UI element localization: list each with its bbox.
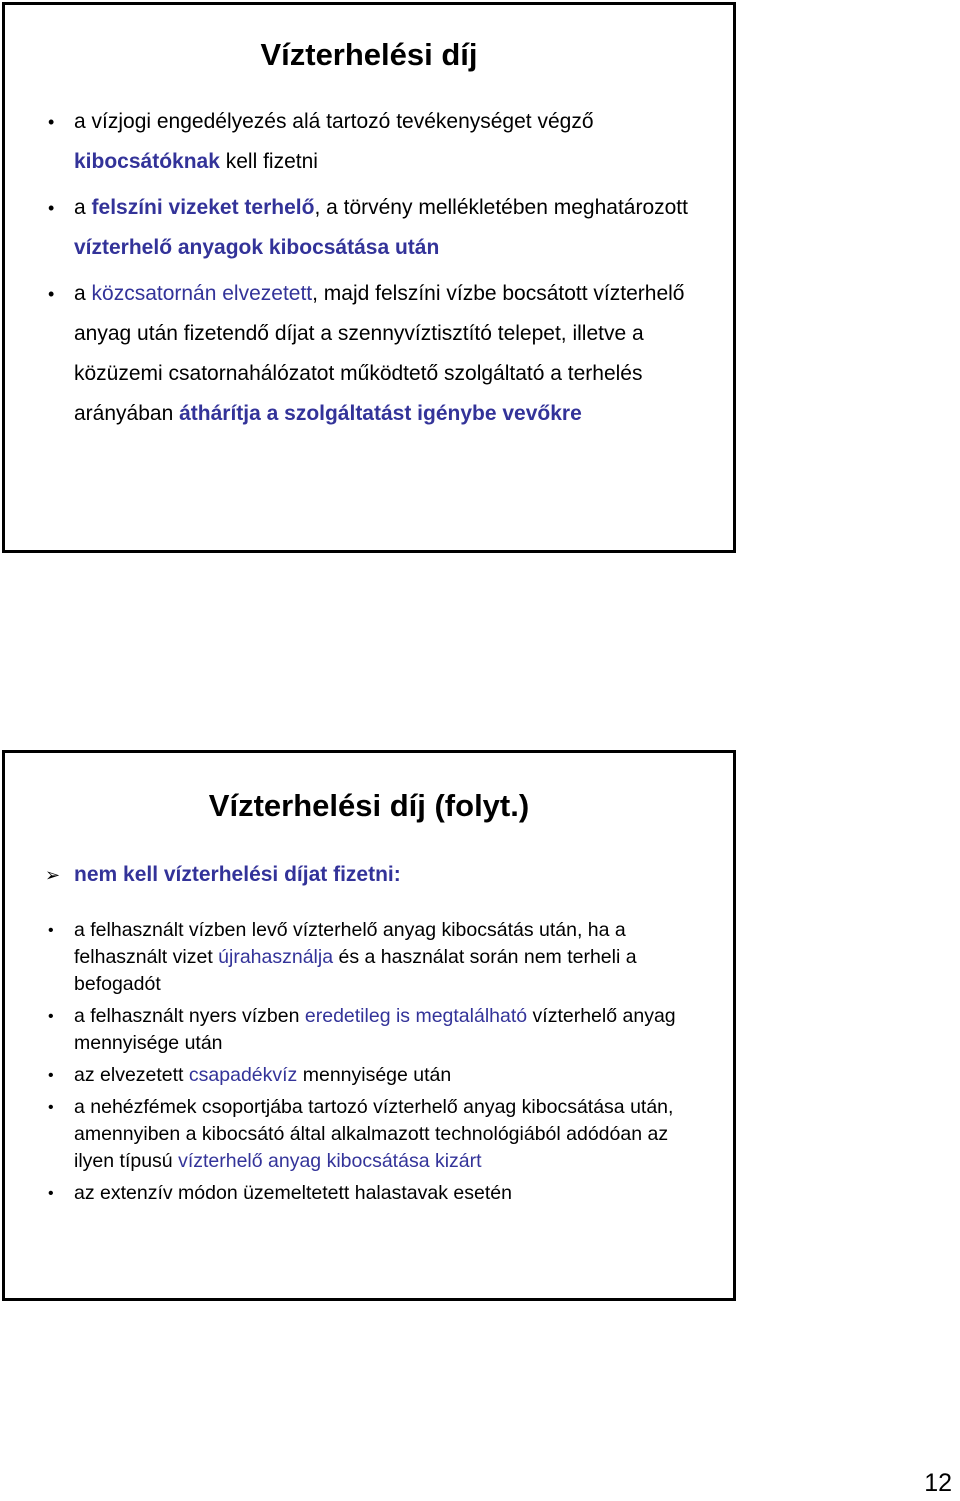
bullet-item [45,1062,705,1089]
highlighted-text: vízterhelő anyagok kibocsátása után [74,236,440,259]
highlighted-text: vízterhelő anyag kibocsátása kizárt [178,1150,482,1172]
bullet-dot-icon: • [48,1008,54,1025]
bullet-text: és a használat során nem terheli a befogadót [74,946,637,995]
bullet-text: a [74,196,92,219]
slide-1-bullet-list [45,102,705,440]
bullet-text: , majd felszíni vízbe bocsátott vízterhelő anyag után fizetendő díjat a szennyvíztisztító telepet, illetve a közüzemi csatornahálózatot működtető szolgáltató a terhelés arányában [74,282,685,425]
bullet-text: a nehézfémek csoportjába tartozó vízterhelő anyag kibocsátása után, amennyiben a kibocsátó által alkalmazott technológiából adódóan az ilyen típusú [74,1096,674,1172]
slide-2-lead-text: nem kell vízterhelési díjat fizetni: [74,863,401,886]
slide-2 [2,750,736,1301]
bullet-dot-icon: • [48,284,55,304]
slide-2-title: Vízterhelési díj (folyt.) [208,788,530,823]
slide-1 [2,2,736,553]
bullet-text: , a törvény mellékletében meghatározott [314,196,688,219]
slide-1-title: Vízterhelési díj [260,37,478,72]
highlighted-text: áthárítja a szolgáltatást igénybe vevőkre [179,402,582,425]
bullet-dot-icon: • [48,922,54,939]
slide-2-bullet-list [45,917,705,1212]
bullet-text: kell fizetni [219,150,318,173]
highlighted-text: kibocsátóknak [74,150,220,173]
bullet-text: a [74,282,92,305]
bullet-item [45,917,705,998]
highlighted-text: felszíni vizeket terhelő [91,196,315,219]
bullet-item [45,1003,705,1057]
bullet-dot-icon: • [48,1067,54,1084]
bullet-text: mennyisége után [297,1064,452,1086]
bullet-item [45,274,705,434]
bullet-text: a felhasznált nyers vízben [74,1005,305,1027]
bullet-dot-icon: • [48,112,55,132]
bullet-text: az elvezetett [74,1064,189,1086]
bullet-item [45,1094,705,1175]
bullet-text: az extenzív módon üzemeltetett halastavak esetén [74,1182,512,1204]
highlighted-text: eredetileg is megtalálható [304,1005,528,1027]
page-number: 12 [924,1469,952,1497]
highlighted-text: újrahasználja [218,946,334,968]
bullet-item [45,102,705,182]
arrow-right-icon: ➢ [45,865,61,885]
bullet-text: a vízjogi engedélyezés alá tartozó tevékenységet végző [74,110,594,133]
bullet-item [45,1180,705,1207]
bullet-dot-icon: • [48,1185,54,1202]
bullet-text: vízterhelő anyag mennyisége után [74,1005,676,1054]
bullet-item [45,188,705,268]
highlighted-text: közcsatornán elvezetett [91,282,313,305]
slide-2-lead-item [45,860,401,890]
bullet-text: a felhasznált vízben levő vízterhelő anyag kibocsátás után, ha a felhasznált vizet [74,919,626,968]
highlighted-text: csapadékvíz [188,1064,298,1086]
bullet-dot-icon: • [48,198,55,218]
bullet-dot-icon: • [48,1099,54,1116]
